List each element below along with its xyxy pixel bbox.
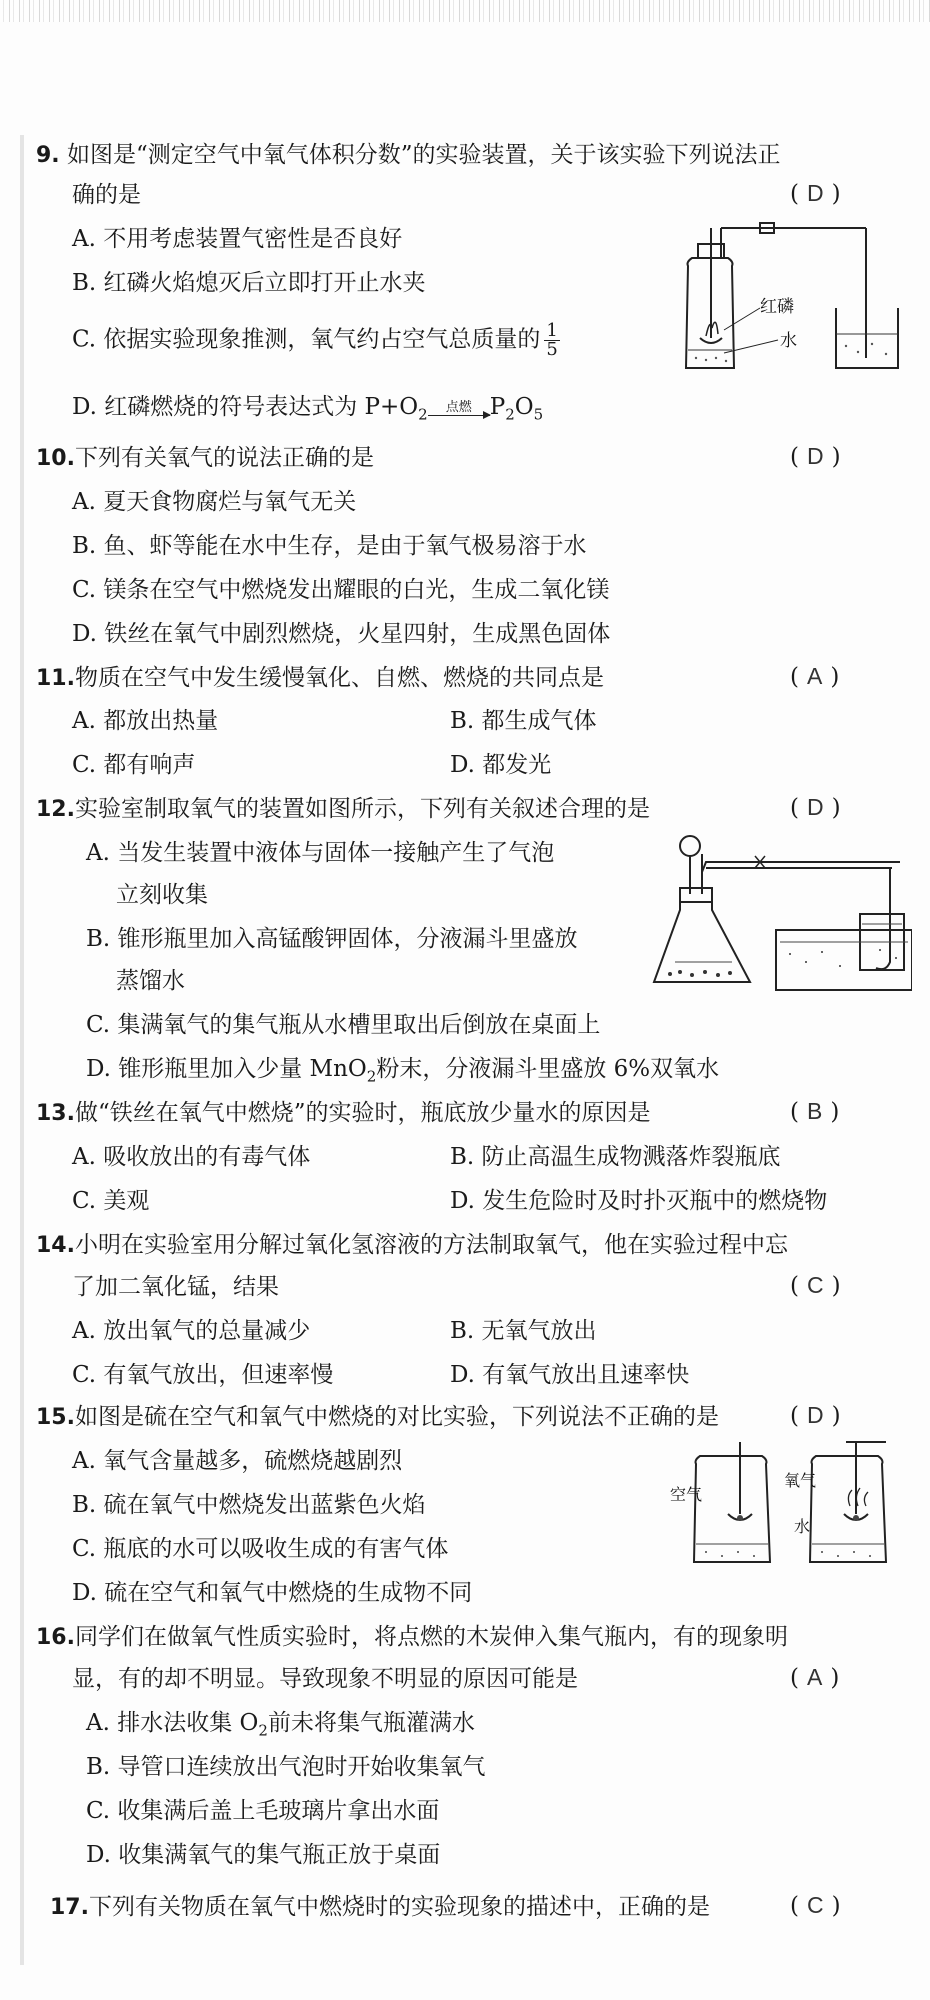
q9-stem-line2: 确的是	[72, 182, 141, 208]
q11-option-c: C. 都有响声	[72, 752, 196, 778]
q10-option-a: A. 夏天食物腐烂与氧气无关	[72, 489, 357, 515]
q13-option-d: D. 发生危险时及时扑灭瓶中的燃烧物	[450, 1188, 828, 1214]
label-air: 空气	[670, 1485, 703, 1504]
q9-stem-line1: 9. 如图是“测定空气中氧气体积分数”的实验装置，关于该实验下列说法正	[36, 142, 781, 168]
q12-option-b-line1: B. 锥形瓶里加入高锰酸钾固体，分液漏斗里盛放	[86, 926, 578, 952]
q9-answer: (D)	[790, 180, 849, 207]
q16-answer: (A)	[790, 1664, 848, 1691]
q17-answer: (C)	[790, 1892, 849, 1919]
q9-apparatus-figure	[676, 218, 906, 378]
q12-option-d: D. 锥形瓶里加入少量 MnO$_2$粉末，分液漏斗里盛放 6%双氧水	[86, 1056, 720, 1086]
label-oxygen: 氧气	[784, 1471, 817, 1490]
q12-stem: 12.实验室制取氧气的装置如图所示，下列有关叙述合理的是	[36, 796, 650, 822]
q12-answer: (D)	[790, 794, 849, 821]
scan-top-edge	[0, 0, 930, 22]
q15-answer: (D)	[790, 1402, 849, 1429]
q15-option-c: C. 瓶底的水可以吸收生成的有害气体	[72, 1536, 449, 1562]
q16-option-b: B. 导管口连续放出气泡时开始收集氧气	[86, 1754, 486, 1780]
q13-answer: (B)	[790, 1098, 848, 1125]
q15-sulfur-figure	[666, 1440, 906, 1568]
q14-option-b: B. 无氧气放出	[450, 1318, 597, 1344]
q13-option-b: B. 防止高温生成物溅落炸裂瓶底	[450, 1144, 781, 1170]
q11-option-b: B. 都生成气体	[450, 708, 597, 734]
q12-option-c: C. 集满氧气的集气瓶从水槽里取出后倒放在桌面上	[86, 1012, 601, 1038]
label-water: 水	[780, 331, 797, 351]
q10-stem: 10.下列有关氧气的说法正确的是	[36, 445, 374, 471]
q16-stem-line2: 显，有的却不明显。导致现象不明显的原因可能是	[72, 1666, 578, 1692]
q15-option-a: A. 氧气含量越多，硫燃烧越剧烈	[72, 1448, 403, 1474]
q10-option-c: C. 镁条在空气中燃烧发出耀眼的白光，生成二氧化镁	[72, 577, 610, 603]
q15-stem: 15.如图是硫在空气和氧气中燃烧的对比实验，下列说法不正确的是	[36, 1404, 719, 1430]
label-red-phosphorus: 红磷	[760, 297, 794, 317]
q11-stem: 11.物质在空气中发生缓慢氧化、自燃、燃烧的共同点是	[36, 665, 604, 691]
q16-option-a: A. 排水法收集 $O_2$前未将集气瓶灌满水	[86, 1710, 475, 1740]
q16-option-c: C. 收集满后盖上毛玻璃片拿出水面	[86, 1798, 440, 1824]
q11-option-a: A. 都放出热量	[72, 708, 219, 734]
q12-apparatus-figure	[650, 832, 912, 994]
q10-option-b: B. 鱼、虾等能在水中生存，是由于氧气极易溶于水	[72, 533, 587, 559]
q12-option-a-line1: A. 当发生装置中液体与固体一接触产生了气泡	[86, 840, 555, 866]
q9-option-a: A. 不用考虑装置气密性是否良好	[72, 226, 403, 252]
q15-option-d: D. 硫在空气和氧气中燃烧的生成物不同	[72, 1580, 473, 1606]
q10-answer: (D)	[790, 443, 849, 470]
q14-option-a: A. 放出氧气的总量减少	[72, 1318, 311, 1344]
q13-option-c: C. 美观	[72, 1188, 150, 1214]
scan-margin-line	[20, 135, 24, 1965]
q12-option-b-line2: 蒸馏水	[116, 968, 185, 994]
q12-option-a-line2: 立刻收集	[116, 882, 208, 908]
q16-option-d: D. 收集满氧气的集气瓶正放于桌面	[86, 1842, 441, 1868]
q11-option-d: D. 都发光	[450, 752, 552, 778]
q14-option-d: D. 有氧气放出且速率快	[450, 1362, 690, 1388]
fraction-one-fifth: $\frac{1}{5}$	[546, 320, 558, 360]
q13-option-a: A. 吸收放出的有毒气体	[72, 1144, 311, 1170]
q11-answer: (A)	[790, 663, 848, 690]
reaction-arrow: 点燃	[428, 401, 490, 416]
q10-option-d: D. 铁丝在氧气中剧烈燃烧，火星四射，生成黑色固体	[72, 621, 611, 647]
q9-option-d: D. 红磷燃烧的符号表达式为 $P+O_2$ 点燃 $P_2O_5$	[72, 394, 544, 424]
q14-stem-line2: 了加二氧化锰，结果	[72, 1274, 279, 1300]
q9-option-c: C. 依据实验现象推测，氧气约占空气总质量的 $\frac{1}{5}$	[72, 320, 558, 360]
q14-answer: (C)	[790, 1272, 849, 1299]
q9-option-b: B. 红磷火焰熄灭后立即打开止水夹	[72, 270, 426, 296]
q17-stem: 17.下列有关物质在氧气中燃烧时的实验现象的描述中，正确的是	[50, 1894, 710, 1920]
label-water: 水	[794, 1517, 811, 1536]
q13-stem: 13.做“铁丝在氧气中燃烧”的实验时，瓶底放少量水的原因是	[36, 1100, 651, 1126]
q15-option-b: B. 硫在氧气中燃烧发出蓝紫色火焰	[72, 1492, 426, 1518]
q14-option-c: C. 有氧气放出，但速率慢	[72, 1362, 334, 1388]
q14-stem-line1: 14.小明在实验室用分解过氧化氢溶液的方法制取氧气，他在实验过程中忘	[36, 1232, 788, 1258]
q16-stem-line1: 16.同学们在做氧气性质实验时，将点燃的木炭伸入集气瓶内，有的现象明	[36, 1624, 788, 1650]
